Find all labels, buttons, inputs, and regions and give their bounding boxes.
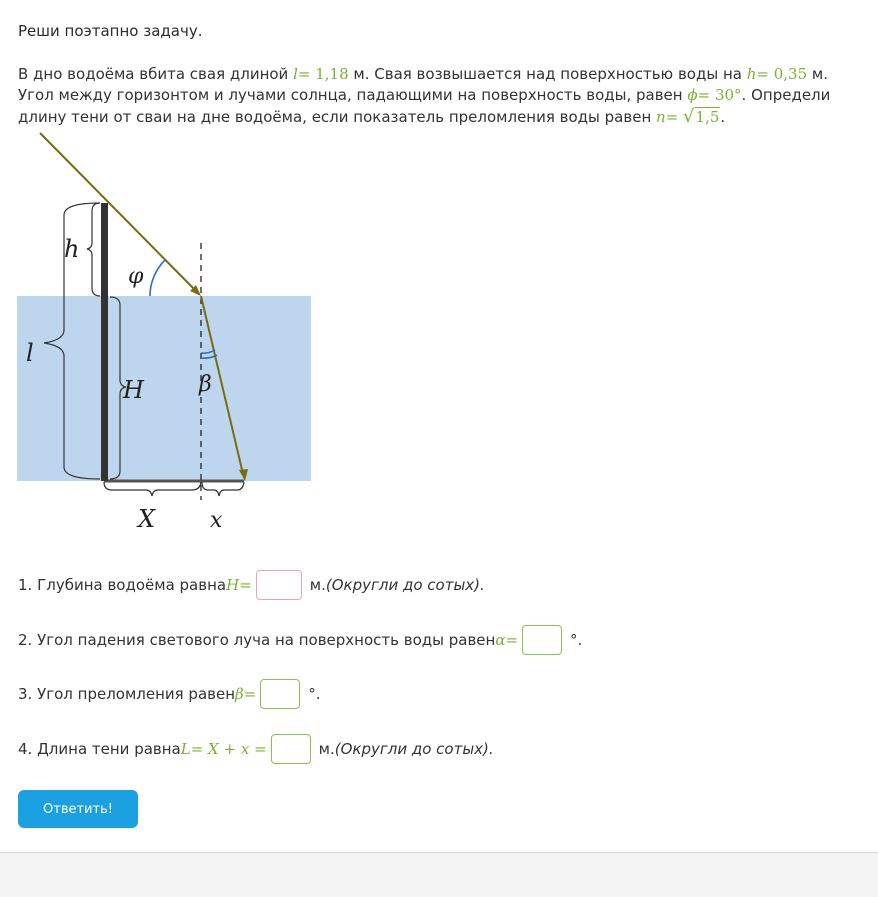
question-4-unit: м. bbox=[318, 740, 335, 758]
brace-h bbox=[87, 203, 100, 296]
problem-text-4: . Определи длину тени от сваи на дне водоёма, если показатель преломления воды равен bbox=[18, 86, 831, 126]
question-1-unit: м. bbox=[309, 576, 326, 594]
label-phi: φ bbox=[128, 264, 144, 289]
answer-input-refraction-angle[interactable] bbox=[260, 679, 300, 709]
question-1-var: H bbox=[226, 576, 240, 594]
question-3-eq: = bbox=[243, 685, 257, 703]
sqrt-icon: √ bbox=[683, 106, 695, 127]
label-x: x bbox=[210, 508, 223, 533]
val-l: = 1,18 bbox=[297, 65, 349, 83]
answer-input-incidence-angle[interactable] bbox=[522, 625, 562, 655]
question-1 bbox=[18, 570, 485, 600]
question-4-hint: (Округли до сотых). bbox=[334, 740, 494, 758]
var-h: h bbox=[746, 65, 757, 83]
question-4-text: 4. Длина тени равна bbox=[18, 740, 181, 758]
question-4-expr: = X + x = bbox=[190, 740, 267, 758]
question-4 bbox=[18, 734, 494, 764]
val-phi: = 30° bbox=[697, 86, 742, 104]
brace-X bbox=[104, 482, 201, 496]
answer-input-shadow-length[interactable] bbox=[271, 734, 311, 764]
answer-input-depth[interactable] bbox=[256, 570, 302, 600]
question-2-var: α bbox=[495, 631, 506, 649]
label-l: l bbox=[26, 339, 34, 367]
var-l: l bbox=[293, 65, 298, 83]
question-3-unit: °. bbox=[308, 685, 321, 703]
var-n: n bbox=[656, 108, 666, 126]
angle-phi-arc bbox=[150, 260, 165, 296]
question-3 bbox=[18, 679, 321, 709]
water-region bbox=[17, 296, 311, 481]
eq-n: = bbox=[665, 108, 679, 126]
question-1-text: 1. Глубина водоёма равна bbox=[18, 576, 227, 594]
label-beta: β bbox=[199, 372, 212, 397]
sqrt-expression bbox=[683, 106, 720, 128]
sqrt-argument: 1,5 bbox=[695, 108, 720, 126]
problem-text-2: м. Свая возвышается над поверхностью воды на bbox=[348, 65, 747, 83]
question-2 bbox=[18, 625, 582, 655]
task-heading: Реши поэтапно задачу. bbox=[18, 22, 203, 40]
label-X: X bbox=[138, 505, 156, 533]
question-1-hint: (Округли до сотых). bbox=[325, 576, 485, 594]
val-h: = 0,35 bbox=[756, 65, 808, 83]
submit-button[interactable]: Ответить! bbox=[18, 790, 138, 828]
question-4-var: L bbox=[180, 740, 191, 758]
label-h: h bbox=[64, 235, 80, 263]
label-H: H bbox=[123, 376, 144, 404]
pile bbox=[101, 203, 108, 481]
question-3-text: 3. Угол преломления равен bbox=[18, 685, 236, 703]
page-footer bbox=[0, 852, 878, 897]
question-2-eq: = bbox=[505, 631, 519, 649]
question-1-eq: = bbox=[239, 576, 252, 594]
var-phi: ϕ bbox=[687, 86, 698, 104]
problem-text-3: м. Угол между горизонтом и лучами солнца, падающими на поверхность воды, равен bbox=[18, 65, 829, 104]
question-3-var: β bbox=[235, 685, 244, 703]
problem-statement bbox=[18, 64, 868, 128]
problem-text-1: В дно водоёма вбита свая длиной bbox=[18, 65, 294, 83]
pile-refraction-diagram bbox=[0, 125, 340, 545]
problem-text-5: . bbox=[720, 108, 726, 126]
question-2-unit: °. bbox=[570, 631, 583, 649]
brace-x bbox=[202, 482, 244, 496]
question-2-text: 2. Угол падения светового луча на поверхность воды равен bbox=[18, 631, 496, 649]
